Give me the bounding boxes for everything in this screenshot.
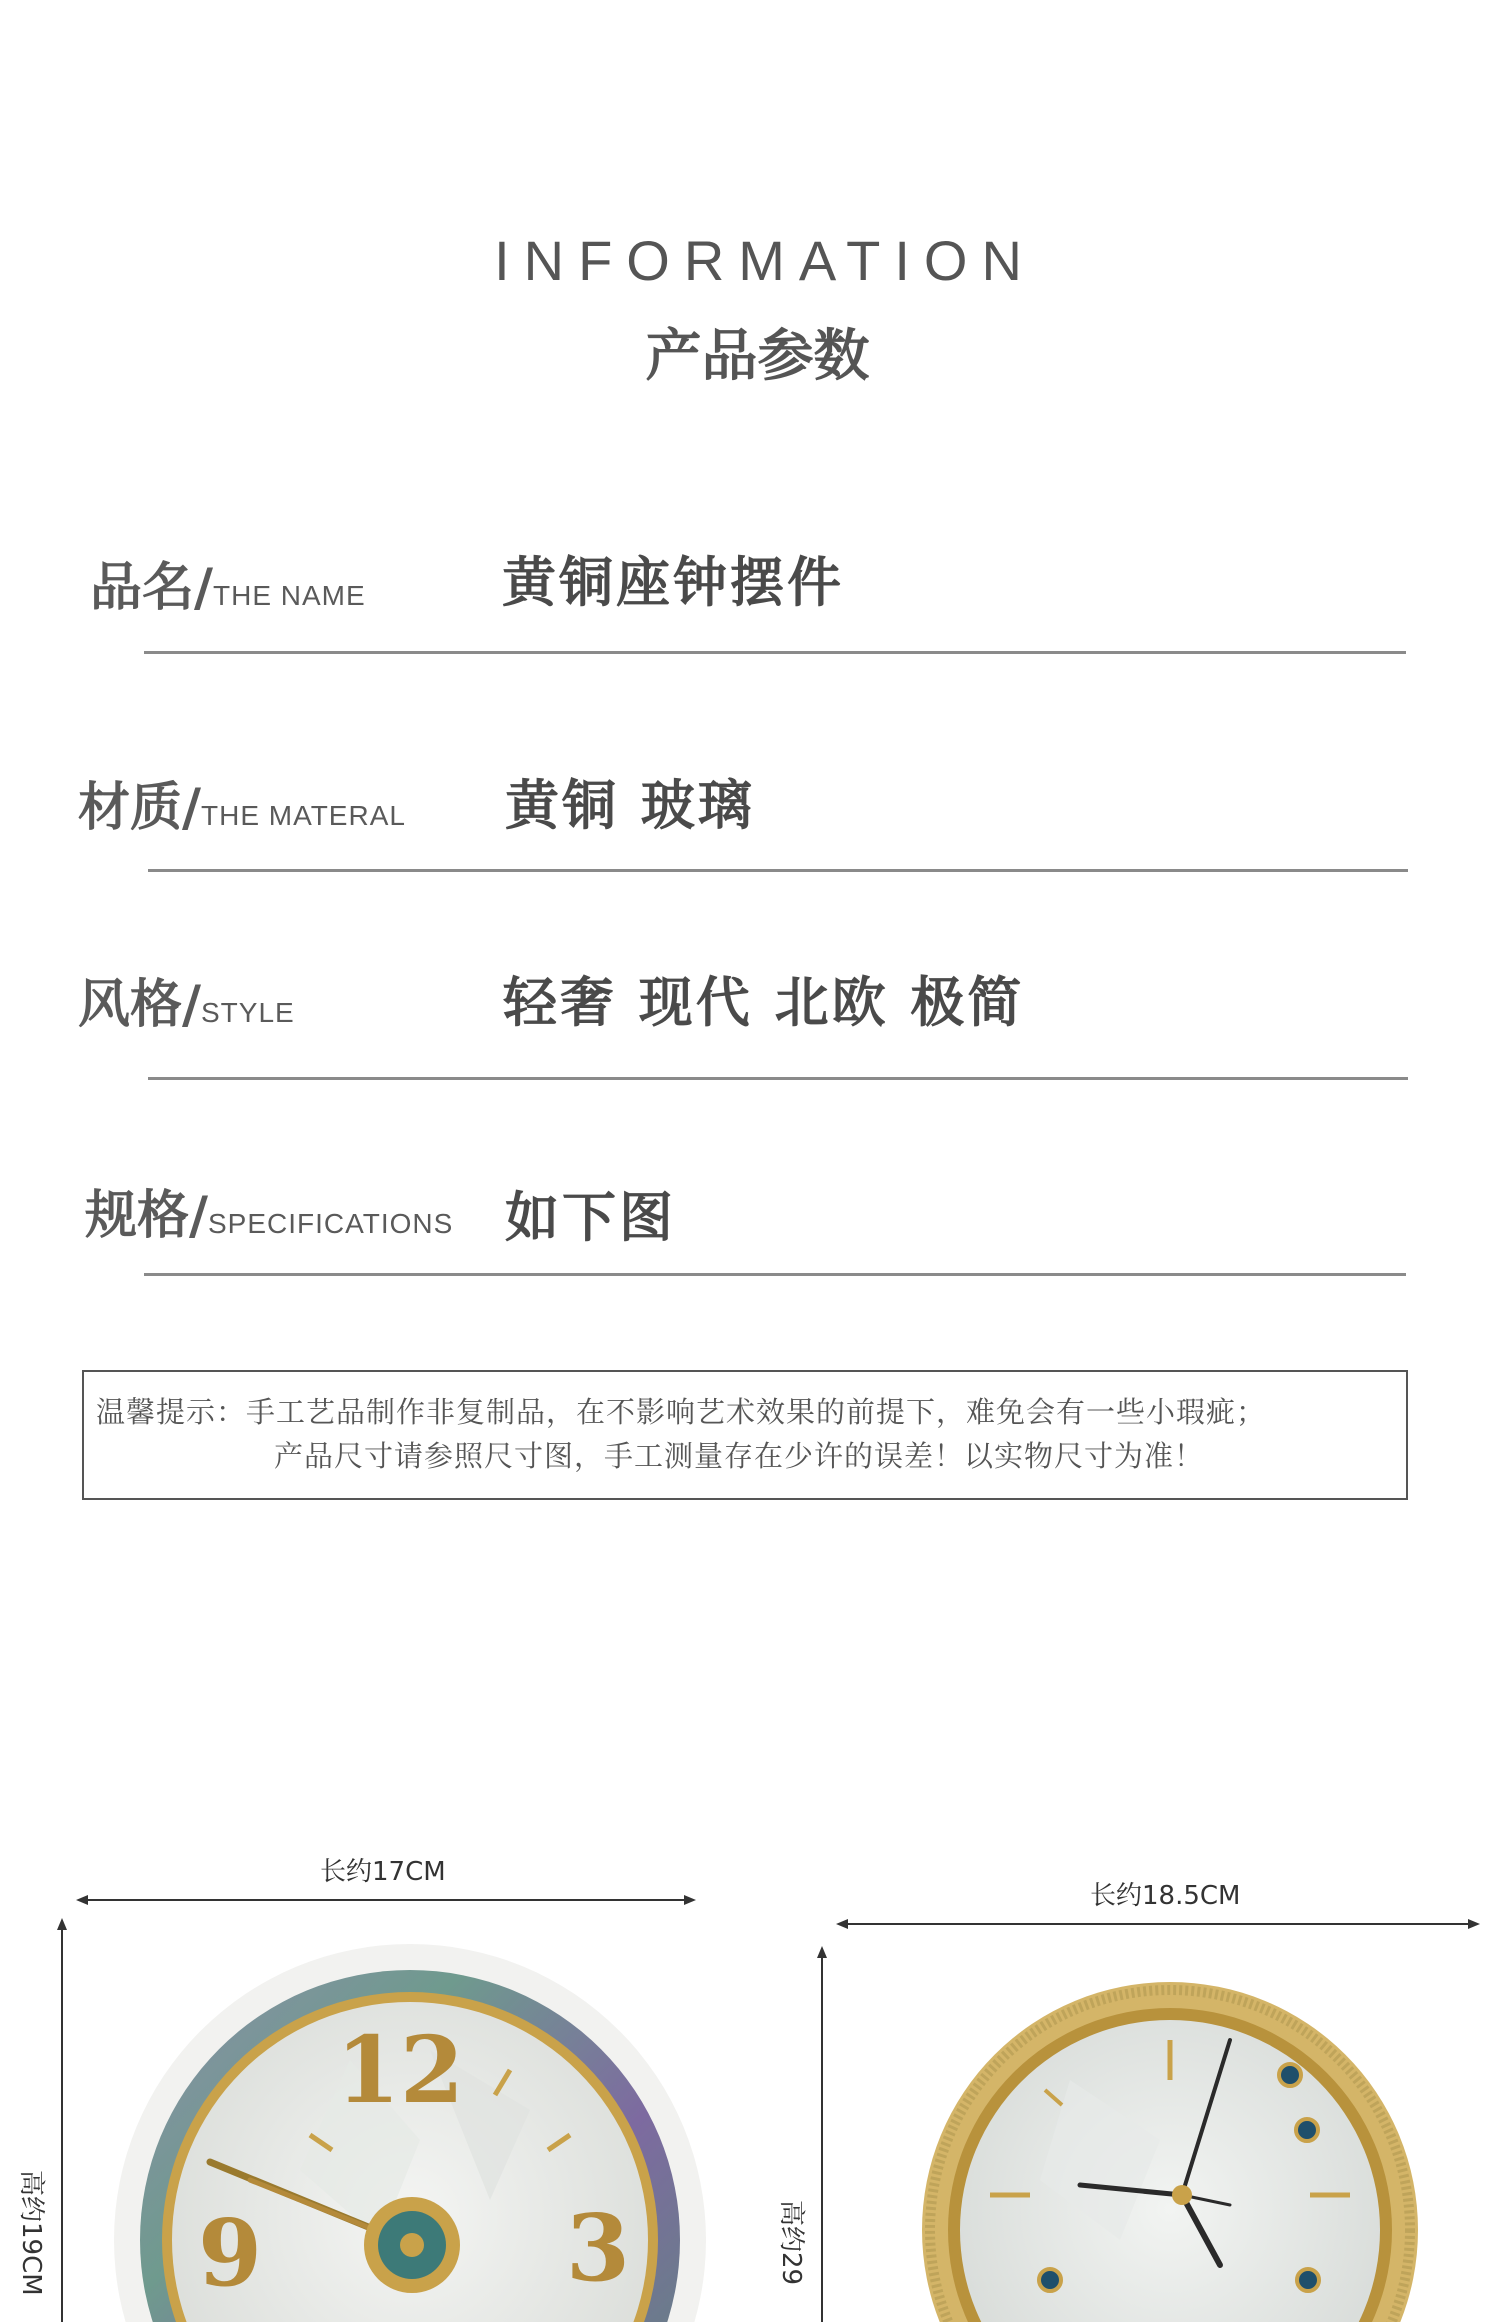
clock-image-2 <box>920 1980 1420 2322</box>
width-arrow-2 <box>836 1914 1480 1934</box>
width-arrow-1 <box>76 1890 696 1910</box>
divider <box>148 869 1408 872</box>
spec-value-material: 黄铜 玻璃 <box>505 774 755 837</box>
height-arrow-1 <box>52 1918 72 2322</box>
spec-label-name: 品名/THE NAME <box>90 558 366 618</box>
clock-image-1 <box>100 1940 740 2322</box>
section-title-en: INFORMATION <box>494 229 1036 292</box>
notice-box <box>82 1370 1408 1500</box>
dial-number-9: 9 <box>197 2199 263 2307</box>
section-title-cn: 产品参数 <box>645 324 870 389</box>
notice-line-1: 温馨提示：手工艺品制作非复制品，在不影响艺术效果的前提下，难免会有一些小瑕疵； <box>96 1395 1267 1429</box>
spec-value-name: 黄铜座钟摆件 <box>502 551 844 614</box>
spec-value-specifications: 如下图 <box>505 1186 676 1249</box>
spec-label-specifications: 规格/SPECIFICATIONS <box>85 1186 454 1246</box>
dial-number-12: 12 <box>335 2016 465 2124</box>
spec-label-material: 材质/THE MATERAL <box>78 778 406 838</box>
notice-line-2: 产品尺寸请参照尺寸图，手工测量存在少许的误差！以实物尺寸为准！ <box>274 1439 1205 1473</box>
height-arrow-2 <box>812 1946 832 2322</box>
divider <box>144 651 1406 654</box>
height-label-1: 高约19CM <box>16 2170 46 2296</box>
dial-number-3: 3 <box>565 2194 631 2302</box>
divider <box>144 1273 1406 1276</box>
width-label-1: 长约17CM <box>320 1857 446 1887</box>
height-label-2: 高约29 <box>776 2200 806 2286</box>
spec-label-style: 风格/STYLE <box>78 975 295 1035</box>
divider <box>148 1077 1408 1080</box>
spec-value-style: 轻奢 现代 北欧 极简 <box>503 971 1025 1034</box>
width-label-2: 长约18.5CM <box>1090 1881 1241 1911</box>
